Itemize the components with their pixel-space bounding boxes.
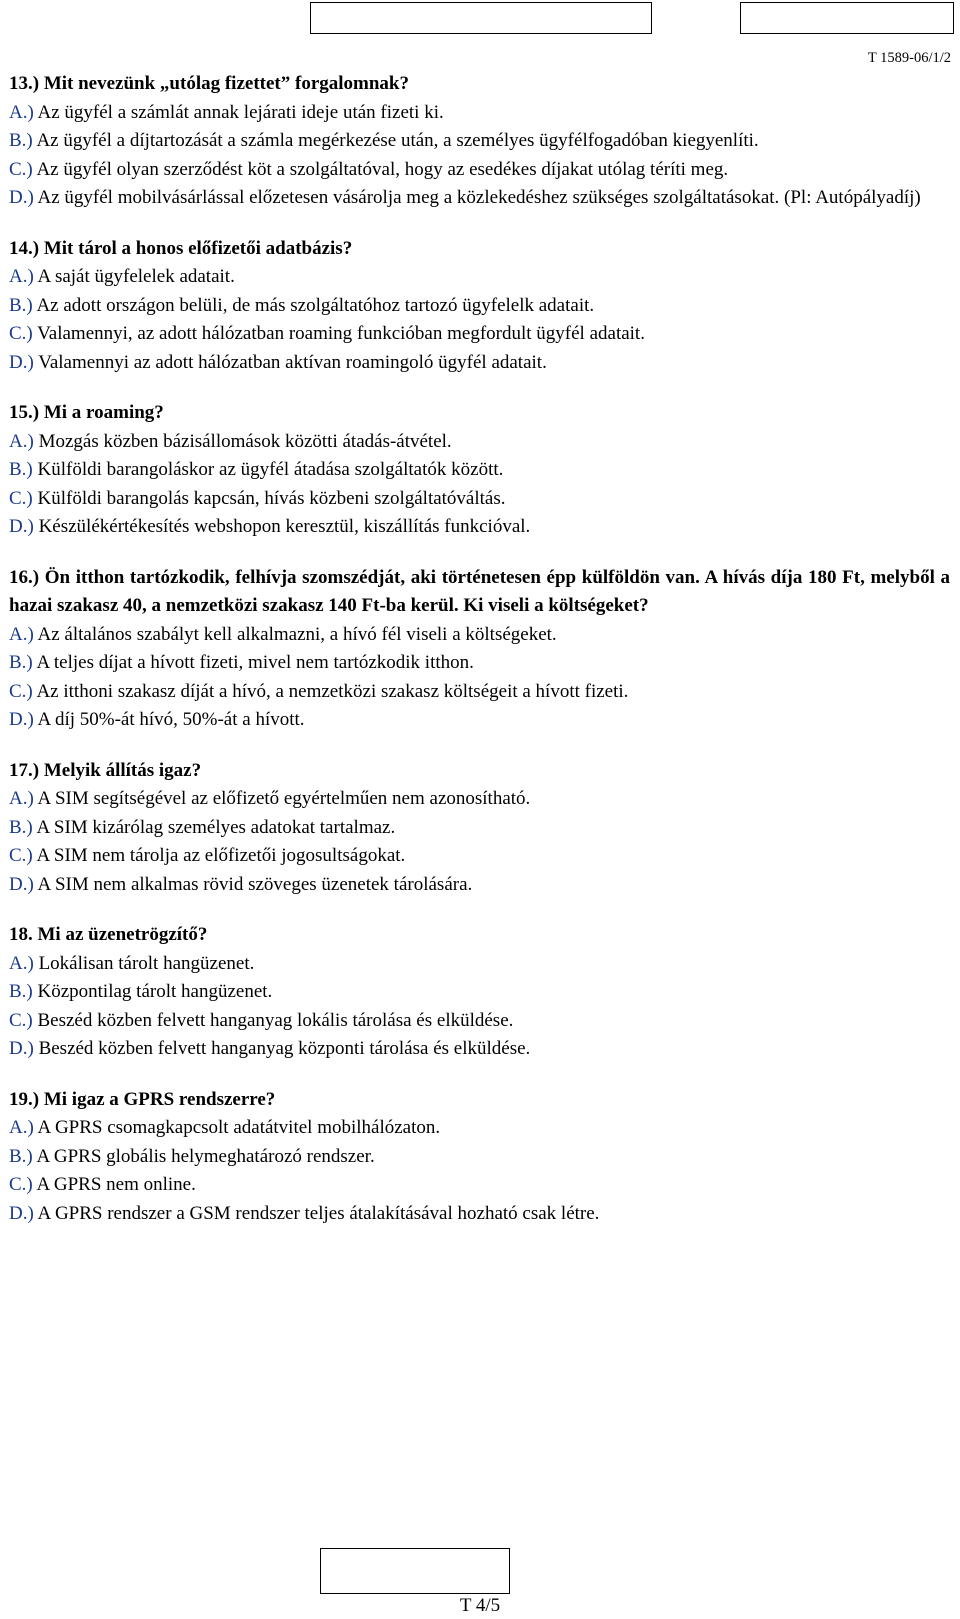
option-text: Az ügyfél a számlát annak lejárati ideje után fizeti ki. (37, 101, 444, 123)
question-title: 15.) Mi a roaming? (9, 402, 164, 423)
code-box-left (310, 2, 652, 34)
option-letter: B.) (9, 294, 33, 316)
option-text: Lokálisan tárolt hangüzenet. (38, 952, 255, 974)
option-letter: A.) (9, 952, 34, 974)
option-text: A SIM nem alkalmas rövid szöveges üzenetek tárolására. (37, 873, 473, 895)
option-letter: B.) (9, 981, 33, 1002)
answer-option (9, 978, 950, 1007)
footer-box (320, 1548, 510, 1594)
option-letter: B.) (9, 130, 33, 151)
question-block (9, 1086, 950, 1229)
option-text: Az általános szabályt kell alkalmazni, a hívó fél viseli a költségeket. (37, 623, 557, 645)
option-text: Valamennyi az adott hálózatban aktívan roamingoló ügyfél adatait. (38, 351, 547, 373)
question-title: 13.) Mit nevezünk „utólag fizettet” forgalomnak? (9, 73, 409, 94)
question-title: 14.) Mit tárol a honos előfizetői adatbázis? (9, 237, 353, 259)
question-block (9, 757, 950, 900)
question-list (9, 70, 950, 1250)
option-text: Külföldi barangoláskor az ügyfél átadása szolgáltatók között. (37, 459, 504, 480)
answer-option (9, 621, 950, 650)
option-letter: C.) (9, 1009, 33, 1031)
option-text: Beszéd közben felvett hanganyag központi tárolása és elküldése. (38, 1038, 531, 1059)
option-letter: D.) (9, 351, 34, 373)
option-letter: C.) (9, 487, 33, 509)
option-letter: C.) (9, 1174, 33, 1195)
option-letter: B.) (9, 1145, 33, 1167)
option-text: Központilag tárolt hangüzenet. (37, 981, 273, 1002)
question-title: 17.) Melyik állítás igaz? (9, 759, 202, 781)
option-letter: A.) (9, 266, 34, 287)
option-text: Az adott országon belüli, de más szolgáltatóhoz tartozó ügyfelelk adatait. (36, 294, 595, 316)
answer-option (9, 184, 950, 213)
question-block (9, 399, 950, 542)
option-letter: C.) (9, 323, 33, 344)
option-letter: C.) (9, 680, 33, 702)
question-block (9, 921, 950, 1064)
option-text: Valamennyi, az adott hálózatban roaming funkcióban megfordult ügyfél adatait. (37, 323, 645, 344)
answer-option (9, 485, 950, 514)
option-text: Külföldi barangolás kapcsán, hívás közbeni szolgáltatóváltás. (37, 487, 506, 509)
answer-option (9, 349, 950, 378)
answer-option (9, 456, 950, 485)
option-letter: D.) (9, 187, 34, 208)
question-block (9, 235, 950, 378)
answer-option (9, 678, 950, 707)
page-number: T 4/5 (459, 1595, 501, 1616)
option-text: Beszéd közben felvett hanganyag lokális tárolása és elküldése. (37, 1009, 514, 1031)
option-letter: B.) (9, 459, 33, 480)
answer-option (9, 99, 950, 128)
answer-option (9, 1114, 950, 1143)
option-letter: D.) (9, 1038, 34, 1059)
option-letter: B.) (9, 816, 33, 838)
option-text: A GPRS globális helymeghatározó rendszer. (36, 1145, 375, 1167)
answer-option (9, 871, 950, 900)
question-title: 18. Mi az üzenetrögzítő? (9, 924, 208, 945)
option-letter: A.) (9, 430, 34, 452)
code-box-right (740, 2, 954, 34)
answer-option (9, 263, 950, 292)
answer-option (9, 1035, 950, 1064)
answer-option (9, 292, 950, 321)
question-title: 16.) Ön itthon tartózkodik, felhívja szomszédját, aki történetesen épp külföldön van. A hívás díja 180 Ft, melyből a hazai szakasz 40, a nemzetközi szakasz 140 Ft-ba kerül. Ki viseli a költségeket? (9, 566, 950, 616)
option-letter: D.) (9, 516, 34, 537)
answer-option (9, 649, 950, 678)
answer-option (9, 785, 950, 814)
answer-option (9, 1143, 950, 1172)
answer-option (9, 814, 950, 843)
answer-option (9, 842, 950, 871)
document-code: T 1589-06/1/2 (867, 50, 951, 66)
answer-option (9, 706, 950, 735)
option-letter: D.) (9, 709, 34, 730)
option-text: A SIM kizárólag személyes adatokat tartalmaz. (36, 816, 396, 838)
option-letter: C.) (9, 158, 33, 180)
option-text: A GPRS csomagkapcsolt adatátvitel mobilhálózaton. (37, 1117, 441, 1138)
option-text: Az ügyfél mobilvásárlással előzetesen vásárolja meg a közlekedéshez szükséges szolgáltatásokat. (Pl: Autópályadíj) (37, 187, 921, 208)
answer-option (9, 513, 950, 542)
option-letter: D.) (9, 873, 34, 895)
answer-option (9, 950, 950, 979)
option-text: A SIM nem tárolja az előfizetői jogosultságokat. (36, 845, 406, 866)
option-text: A SIM segítségével az előfizető egyértelműen nem azonosítható. (37, 788, 531, 809)
answer-option (9, 428, 950, 457)
option-text: Az ügyfél a díjtartozását a számla megérkezése után, a személyes ügyfélfogadóban kiegyenlíti. (36, 130, 759, 151)
option-text: Az ügyfél olyan szerződést köt a szolgáltatóval, hogy az esedékes díjakat utólag téríti meg. (36, 158, 729, 180)
option-text: Mozgás közben bázisállomások közötti átadás-átvétel. (38, 430, 452, 452)
option-letter: C.) (9, 845, 33, 866)
option-text: Az itthoni szakasz díját a hívó, a nemzetközi szakasz költségeit a hívott fizeti. (36, 680, 629, 702)
option-text: A díj 50%-át hívó, 50%-át a hívott. (37, 709, 305, 730)
question-title: 19.) Mi igaz a GPRS rendszerre? (9, 1088, 276, 1110)
option-text: Készülékértékesítés webshopon keresztül, kiszállítás funkcióval. (38, 516, 531, 537)
option-text: A GPRS nem online. (36, 1174, 196, 1195)
option-text: A GPRS rendszer a GSM rendszer teljes átalakításával hozható csak létre. (37, 1202, 600, 1224)
question-block (9, 70, 950, 213)
answer-option (9, 1007, 950, 1036)
answer-option (9, 1200, 950, 1229)
option-letter: B.) (9, 652, 33, 673)
option-letter: D.) (9, 1202, 34, 1224)
answer-option (9, 320, 950, 349)
question-block (9, 564, 950, 735)
answer-option (9, 156, 950, 185)
option-letter: A.) (9, 623, 34, 645)
option-text: A teljes díjat a hívott fizeti, mivel nem tartózkodik itthon. (36, 652, 474, 673)
option-text: A saját ügyfelelek adatait. (37, 266, 235, 287)
option-letter: A.) (9, 101, 34, 123)
answer-option (9, 1171, 950, 1200)
option-letter: A.) (9, 788, 34, 809)
answer-option (9, 127, 950, 156)
option-letter: A.) (9, 1117, 34, 1138)
